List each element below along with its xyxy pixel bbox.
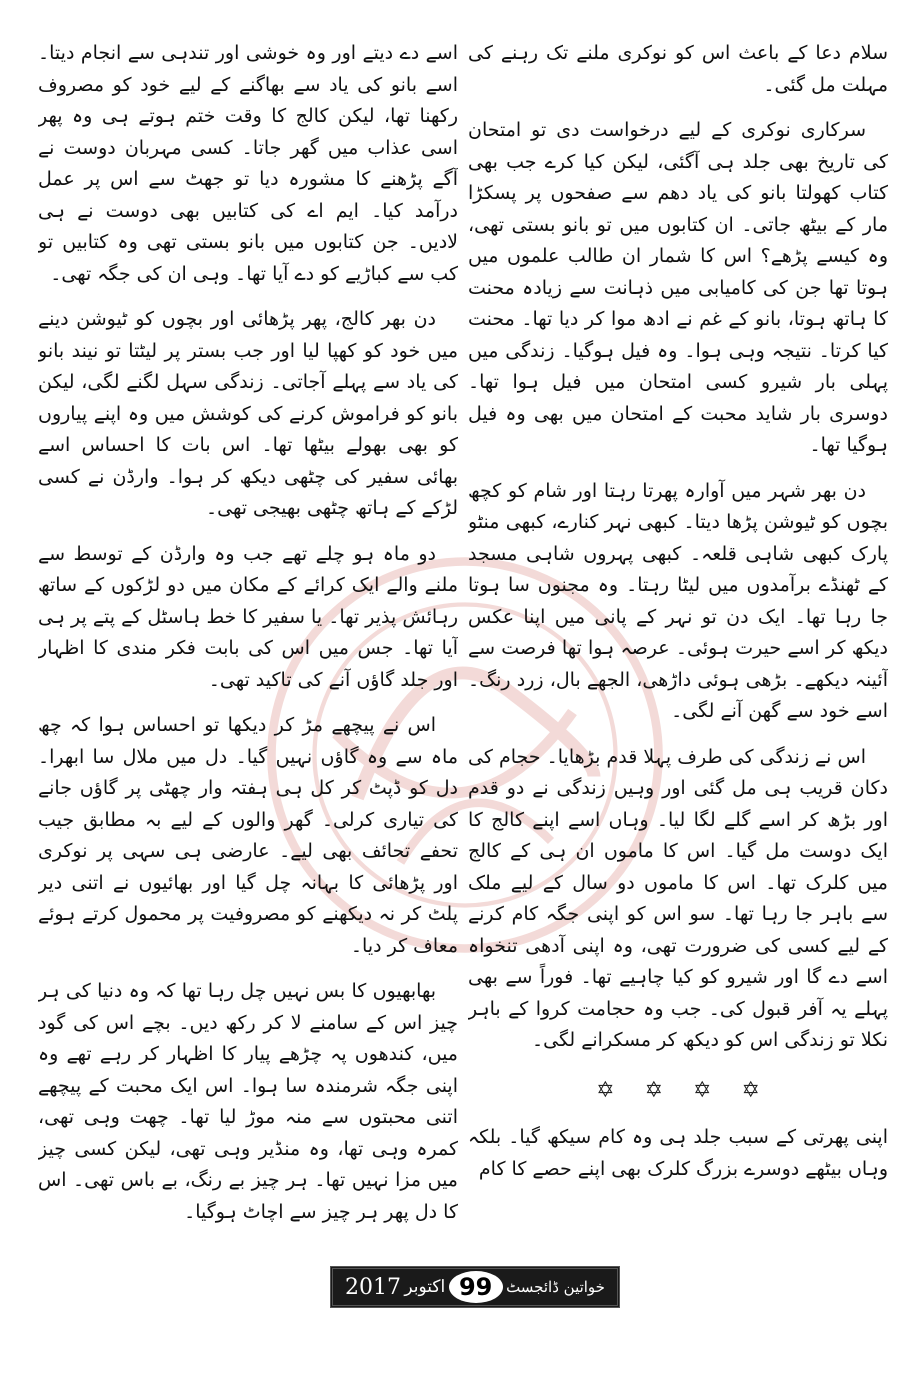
paragraph: دو ماہ ہو چلے تھے جب وہ وارڈن کے توسط سے ملنے والے ایک کرائے کے مکان میں دو لڑکوں کے ساتھ رہائش پذیر تھا۔ یا سفیر کا خط ہاسٹل کے پتے پر ہی آیا تھا۔ جس میں اس کی بابت فکر مندی کا اظہار اور جلد گاؤں آنے کی تاکید تھی۔ (38, 542, 458, 691)
paragraph: اس نے پیچھے مڑ کر دیکھا تو احساس ہوا کہ چھ ماہ سے وہ گاؤں نہیں گیا۔ دل میں ملال سا ابھرا۔ دل کو ڈپٹ کر کل ہی ہفتہ وار چھٹی پر گاؤں جانے کی تیاری کرلی۔ گھر والوں کے لیے بہ مطابق جیب تحفے تحائف بھی لیے۔ عارضی ہی سہی پر نوکری اور پڑھائی کا بہانہ چل گیا اور بھائیوں نے اتنی دیر پلٹ کر نہ دیکھنے کو مصروفیت پر محمول کرتے ہوئے معاف کر دیا۔ (38, 714, 458, 957)
left-text-column (38, 38, 458, 1273)
paragraph: سرکاری نوکری کے لیے درخواست دی تو امتحان کی تاریخ بھی جلد ہی آگئی، لیکن کیا کرے جب بھی کتاب کھولتا بانو کی یاد دھم سے صفحوں پر پسکڑا مار کے بیٹھ جاتی۔ ان کتابوں میں تو بانو بستی تھی، وہ کیسے پڑھے؟ اس کا شمار ان طالب علموں میں ہوتا تھا جن کی کامیابی میں ذہانت سے زیادہ محنت کا ہاتھ ہوتا، بانو کے غم نے ادھ موا کر دیا تھا۔ محنت کیا کرتا۔ نتیجہ وہی ہوا۔ وہ فیل ہوگیا۔ زندگی میں پہلی بار شیرو کسی امتحان میں فیل ہوا تھا۔ دوسری بار شاید محبت کے امتحان میں بھی وہ فیل ہوگیا تھا۔ (468, 119, 888, 456)
footer-year: 2017 (345, 1274, 401, 1300)
paragraph: دن بھر شہر میں آوارہ پھرتا رہتا اور شام کو کچھ بچوں کو ٹیوشن پڑھا دیتا۔ کبھی نہر کنارے، کبھی منٹو پارک کبھی شاہی قلعہ۔ کبھی پہروں شاہی مسجد کے ٹھنڈے برآمدوں میں لیٹا رہتا۔ وہ مجنوں سا ہوتا جا رہا تھا۔ ایک دن تو نہر کے پانی میں اپنا عکس دیکھ کر اسے حیرت ہوئی۔ عرصہ ہوا تھا فرصت سے آئینہ دیکھے۔ بڑھی ہوئی داڑھی، الجھے بال، زرد رنگ۔ اسے خود سے گھن آنے لگی۔ (468, 479, 888, 722)
footer-month: اکتوبر (404, 1277, 446, 1297)
star-icon: ✡ (741, 1077, 760, 1103)
star-icon: ✡ (596, 1077, 615, 1103)
star-icon: ✡ (693, 1077, 712, 1103)
paragraph: اسے دے دیتے اور وہ خوشی اور تندہی سے انجام دیتا۔ اسے بانو کی یاد سے بھاگنے کے لیے خود کو مصروف رکھنا تھا، لیکن کالج کا وقت ختم ہوتے ہی وہ پھر اسی عذاب میں گھر جاتا۔ کسی مہربان دوست نے آگے پڑھنے کا مشورہ دیا تو جھٹ سے اس پر عمل درآمد کیا۔ ایم اے کی کتابیں بھی دوست نے ہی لادیں۔ جن کتابوں میں بانو بستی تھی وہ کتابیں تو کب سے کباڑیے کو دے آیا تھا۔ وہی ان کی جگہ تھی۔ (38, 42, 458, 285)
right-text-column (468, 38, 888, 1273)
paragraph: دن بھر کالج، پھر پڑھائی اور بچوں کو ٹیوشن دینے میں خود کو کھپا لیا اور جب بستر پر لیٹتا تو نیند بانو کی یاد سے پہلے آجاتی۔ زندگی سہل لگنے لگی، لیکن بانو کو فراموش کرنے کی کوشش میں وہ اپنے پیاروں کو بھی بھولے بیٹھا تھا۔ اس بات کا احساس اسے بھائی سفیر کی چٹھی دیکھ کر ہوا۔ وارڈن نے کسی لڑکے کے ہاتھ چٹھی بھیجی تھی۔ (38, 308, 458, 519)
paragraph: بھابھیوں کا بس نہیں چل رہا تھا کہ وہ دنیا کی ہر چیز اس کے سامنے لا کر رکھ دیں۔ بچے اس کی گود میں، کندھوں پہ چڑھے پیار کا اظہار کر رہے تھے وہ اپنی جگہ شرمندہ سا ہوا۔ اس ایک محبت کے پیچھے اتنی محبتوں سے منہ موڑ لیا تھا۔ چھت وہی تھی، کمرہ وہی تھا، وہ منڈیر وہی تھی، لیکن کسی چیز میں مزا نہیں تھا۔ ہر چیز بے رنگ، بے باس تھی۔ اس کا دل پھر ہر چیز سے اچاٹ ہوگیا۔ (38, 980, 458, 1223)
paragraph: سلام دعا کے باعث اس کو نوکری ملنے تک رہنے کی مہلت مل گئی۔ (468, 42, 888, 96)
page-number: 99 (449, 1271, 503, 1303)
paragraph: اس نے زندگی کی طرف پہلا قدم بڑھایا۔ حجام کی دکان قریب ہی مل گئی اور وہیں زندگی نے دو قدم اور بڑھ کر اسے گلے لگا لیا۔ وہاں اسے اپنے کالج کا ایک دوست مل گیا۔ اس کا ماموں ان ہی کے کالج میں کلرک تھا۔ اس کا ماموں دو سال کے لیے ملک سے باہر جا رہا تھا۔ سو اس کو اپنی جگہ کام کرنے کے لیے کسی کی ضرورت تھی، وہ اپنی آدھی تنخواہ اسے دے گا اور شیرو کو کیا چاہیے تھا۔ فوراً سے بھی پہلے یہ آفر قبول کی۔ جب وہ حجامت کروا کے باہر نکلا تو زندگی اس کو دیکھ کر مسکرانے لگی۔ (468, 745, 888, 1051)
star-icon: ✡ (644, 1077, 663, 1103)
magazine-name: خواتین ڈائجسٹ (506, 1278, 605, 1296)
page-footer (330, 1266, 620, 1308)
section-separator (468, 1075, 888, 1107)
paragraph: اپنی پھرتی کے سبب جلد ہی وہ کام سیکھ گیا۔ بلکہ وہاں بیٹھے دوسرے بزرگ کلرک بھی اپنے حصے کا کام (468, 1126, 888, 1180)
